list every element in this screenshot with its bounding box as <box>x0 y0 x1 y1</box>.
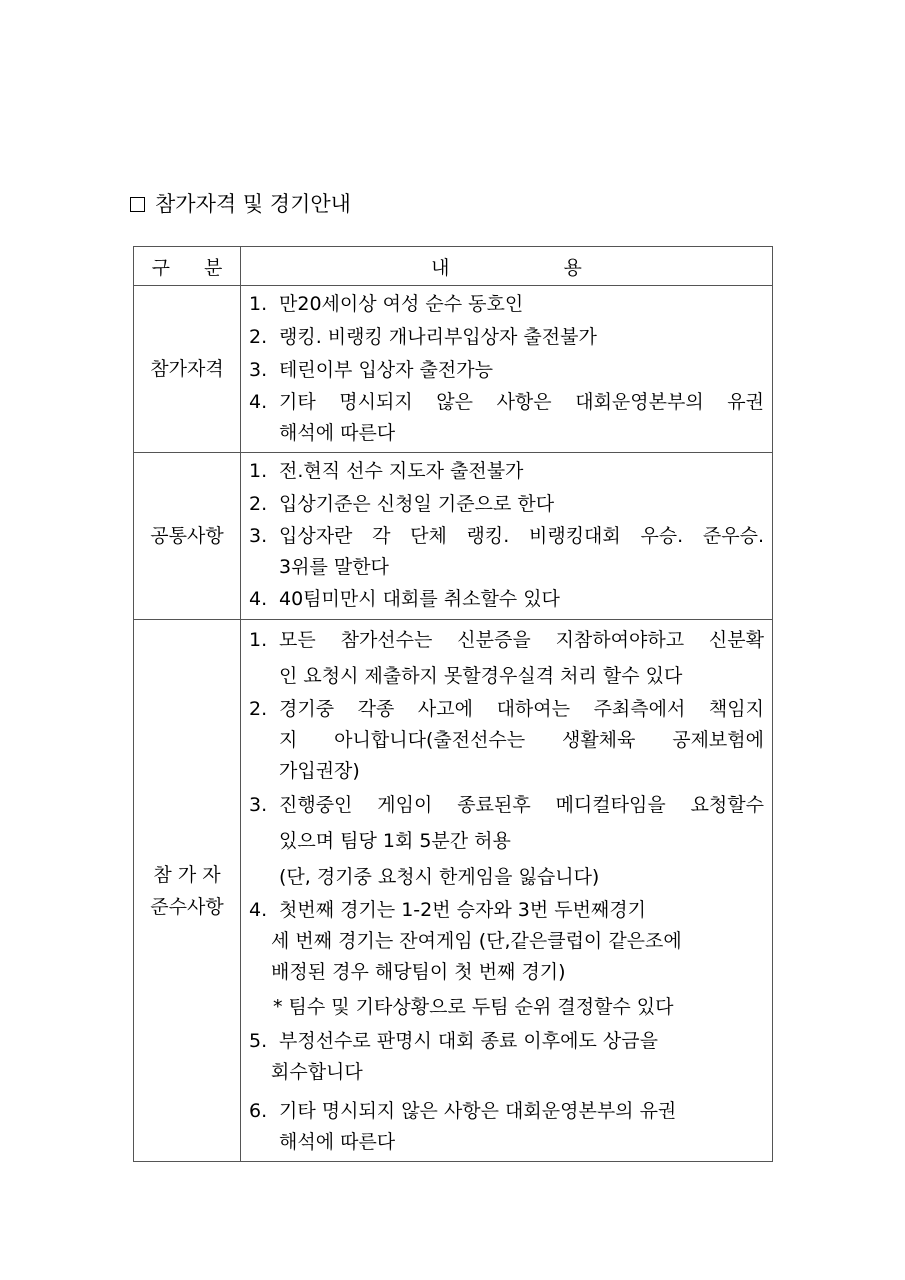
row-category <box>134 620 241 1162</box>
item-text: 가입권장) <box>279 760 360 782</box>
item-text: 입상자란 각 단체 랭킹. 비랭킹대회 우승. 준우승. <box>279 525 764 547</box>
row-content <box>241 453 773 620</box>
row-category: 공통사항 <box>134 453 241 620</box>
item-number: 5. <box>249 1030 268 1052</box>
guide-table <box>133 246 773 1162</box>
list-item <box>249 488 764 521</box>
item-text: 3위를 말한다 <box>279 556 389 578</box>
category-line: 준수사항 <box>150 895 224 918</box>
item-number: 3. <box>249 525 268 547</box>
item-number: 4. <box>249 588 268 610</box>
item-text: 모든 참가선수는 신분증을 지참하여야하고 신분확 <box>279 629 764 651</box>
list-item <box>249 583 764 616</box>
item-text: 부정선수로 판명시 대회 종료 이후에도 상금을 <box>279 1030 658 1052</box>
list-item <box>249 455 764 488</box>
item-text: 있으며 팀당 1회 5분간 허용 <box>279 830 511 852</box>
item-number: 4. <box>249 391 268 413</box>
table-header-row <box>134 247 773 286</box>
heading-text: 참가자격 및 경기안내 <box>155 192 351 216</box>
item-text: 테린이부 입상자 출전가능 <box>279 359 493 381</box>
item-text: 입상기준은 신청일 기준으로 한다 <box>279 493 555 515</box>
list-item <box>249 521 764 583</box>
list-item <box>249 694 764 787</box>
row-content <box>241 286 773 453</box>
list-item <box>249 1096 764 1158</box>
table-row <box>134 286 773 453</box>
item-text: 배정된 경우 해당팀이 첫 번째 경기) <box>271 961 566 983</box>
item-number: 3. <box>249 359 268 381</box>
table-row <box>134 453 773 620</box>
item-number: 1. <box>249 293 268 315</box>
item-number: 2. <box>249 326 268 348</box>
item-text: 지 아니합니다(출전선수는 생활체육 공제보험에 <box>279 729 764 751</box>
section-heading <box>130 190 351 218</box>
checkbox-square-icon <box>130 197 145 212</box>
item-text: 첫번째 경기는 1-2번 승자와 3번 두번째경기 <box>279 899 646 921</box>
list-item <box>249 1026 764 1057</box>
item-number: 2. <box>249 493 268 515</box>
note-text: * 팀수 및 기타상황으로 두팀 순위 결정할수 있다 <box>273 996 674 1018</box>
table-row <box>134 620 773 1162</box>
item-text: 세 번째 경기는 잔여게임 (단,같은클럽이 같은조에 <box>271 930 682 952</box>
item-text: 해석에 따른다 <box>279 1131 396 1153</box>
item-text: (단, 경기중 요청시 한게임을 잃습니다) <box>279 866 600 888</box>
list-item <box>249 787 764 895</box>
row-content <box>241 620 773 1162</box>
item-text: 전.현직 선수 지도자 출전불가 <box>279 460 524 482</box>
item-text: 경기중 각종 사고에 대하여는 주최측에서 책임지 <box>279 698 764 720</box>
list-item <box>249 354 764 387</box>
item-text: 해석에 따른다 <box>279 422 396 444</box>
row-category: 참가자격 <box>134 286 241 453</box>
item-text: 기타 명시되지 않은 사항은 대회운영본부의 유권 <box>279 1100 677 1122</box>
list-item <box>249 288 764 321</box>
item-text: 40팀미만시 대회를 취소할수 있다 <box>279 588 560 610</box>
list-item <box>249 622 764 694</box>
item-text: 만20세이상 여성 순수 동호인 <box>279 293 524 315</box>
item-number: 1. <box>249 460 268 482</box>
item-number: 1. <box>249 629 268 651</box>
item-number: 6. <box>249 1100 268 1122</box>
item-number: 4. <box>249 899 268 921</box>
item-text: 진행중인 게임이 종료된후 메디컬타임을 요청할수 <box>279 794 764 816</box>
list-item <box>249 321 764 354</box>
list-item <box>249 895 764 926</box>
list-item <box>249 387 764 449</box>
item-text: 기타 명시되지 않은 사항은 대회운영본부의 유권 <box>279 391 764 413</box>
item-text: 회수합니다 <box>271 1061 363 1083</box>
item-number: 3. <box>249 794 268 816</box>
item-text: 인 요청시 제출하지 못할경우실격 처리 할수 있다 <box>279 665 683 687</box>
item-number: 2. <box>249 698 268 720</box>
category-line: 참 가 자 <box>153 863 221 886</box>
header-category: 구 분 <box>134 247 241 286</box>
header-content: 내 용 <box>241 247 773 286</box>
item-text: 랭킹. 비랭킹 개나리부입상자 출전불가 <box>279 326 597 348</box>
